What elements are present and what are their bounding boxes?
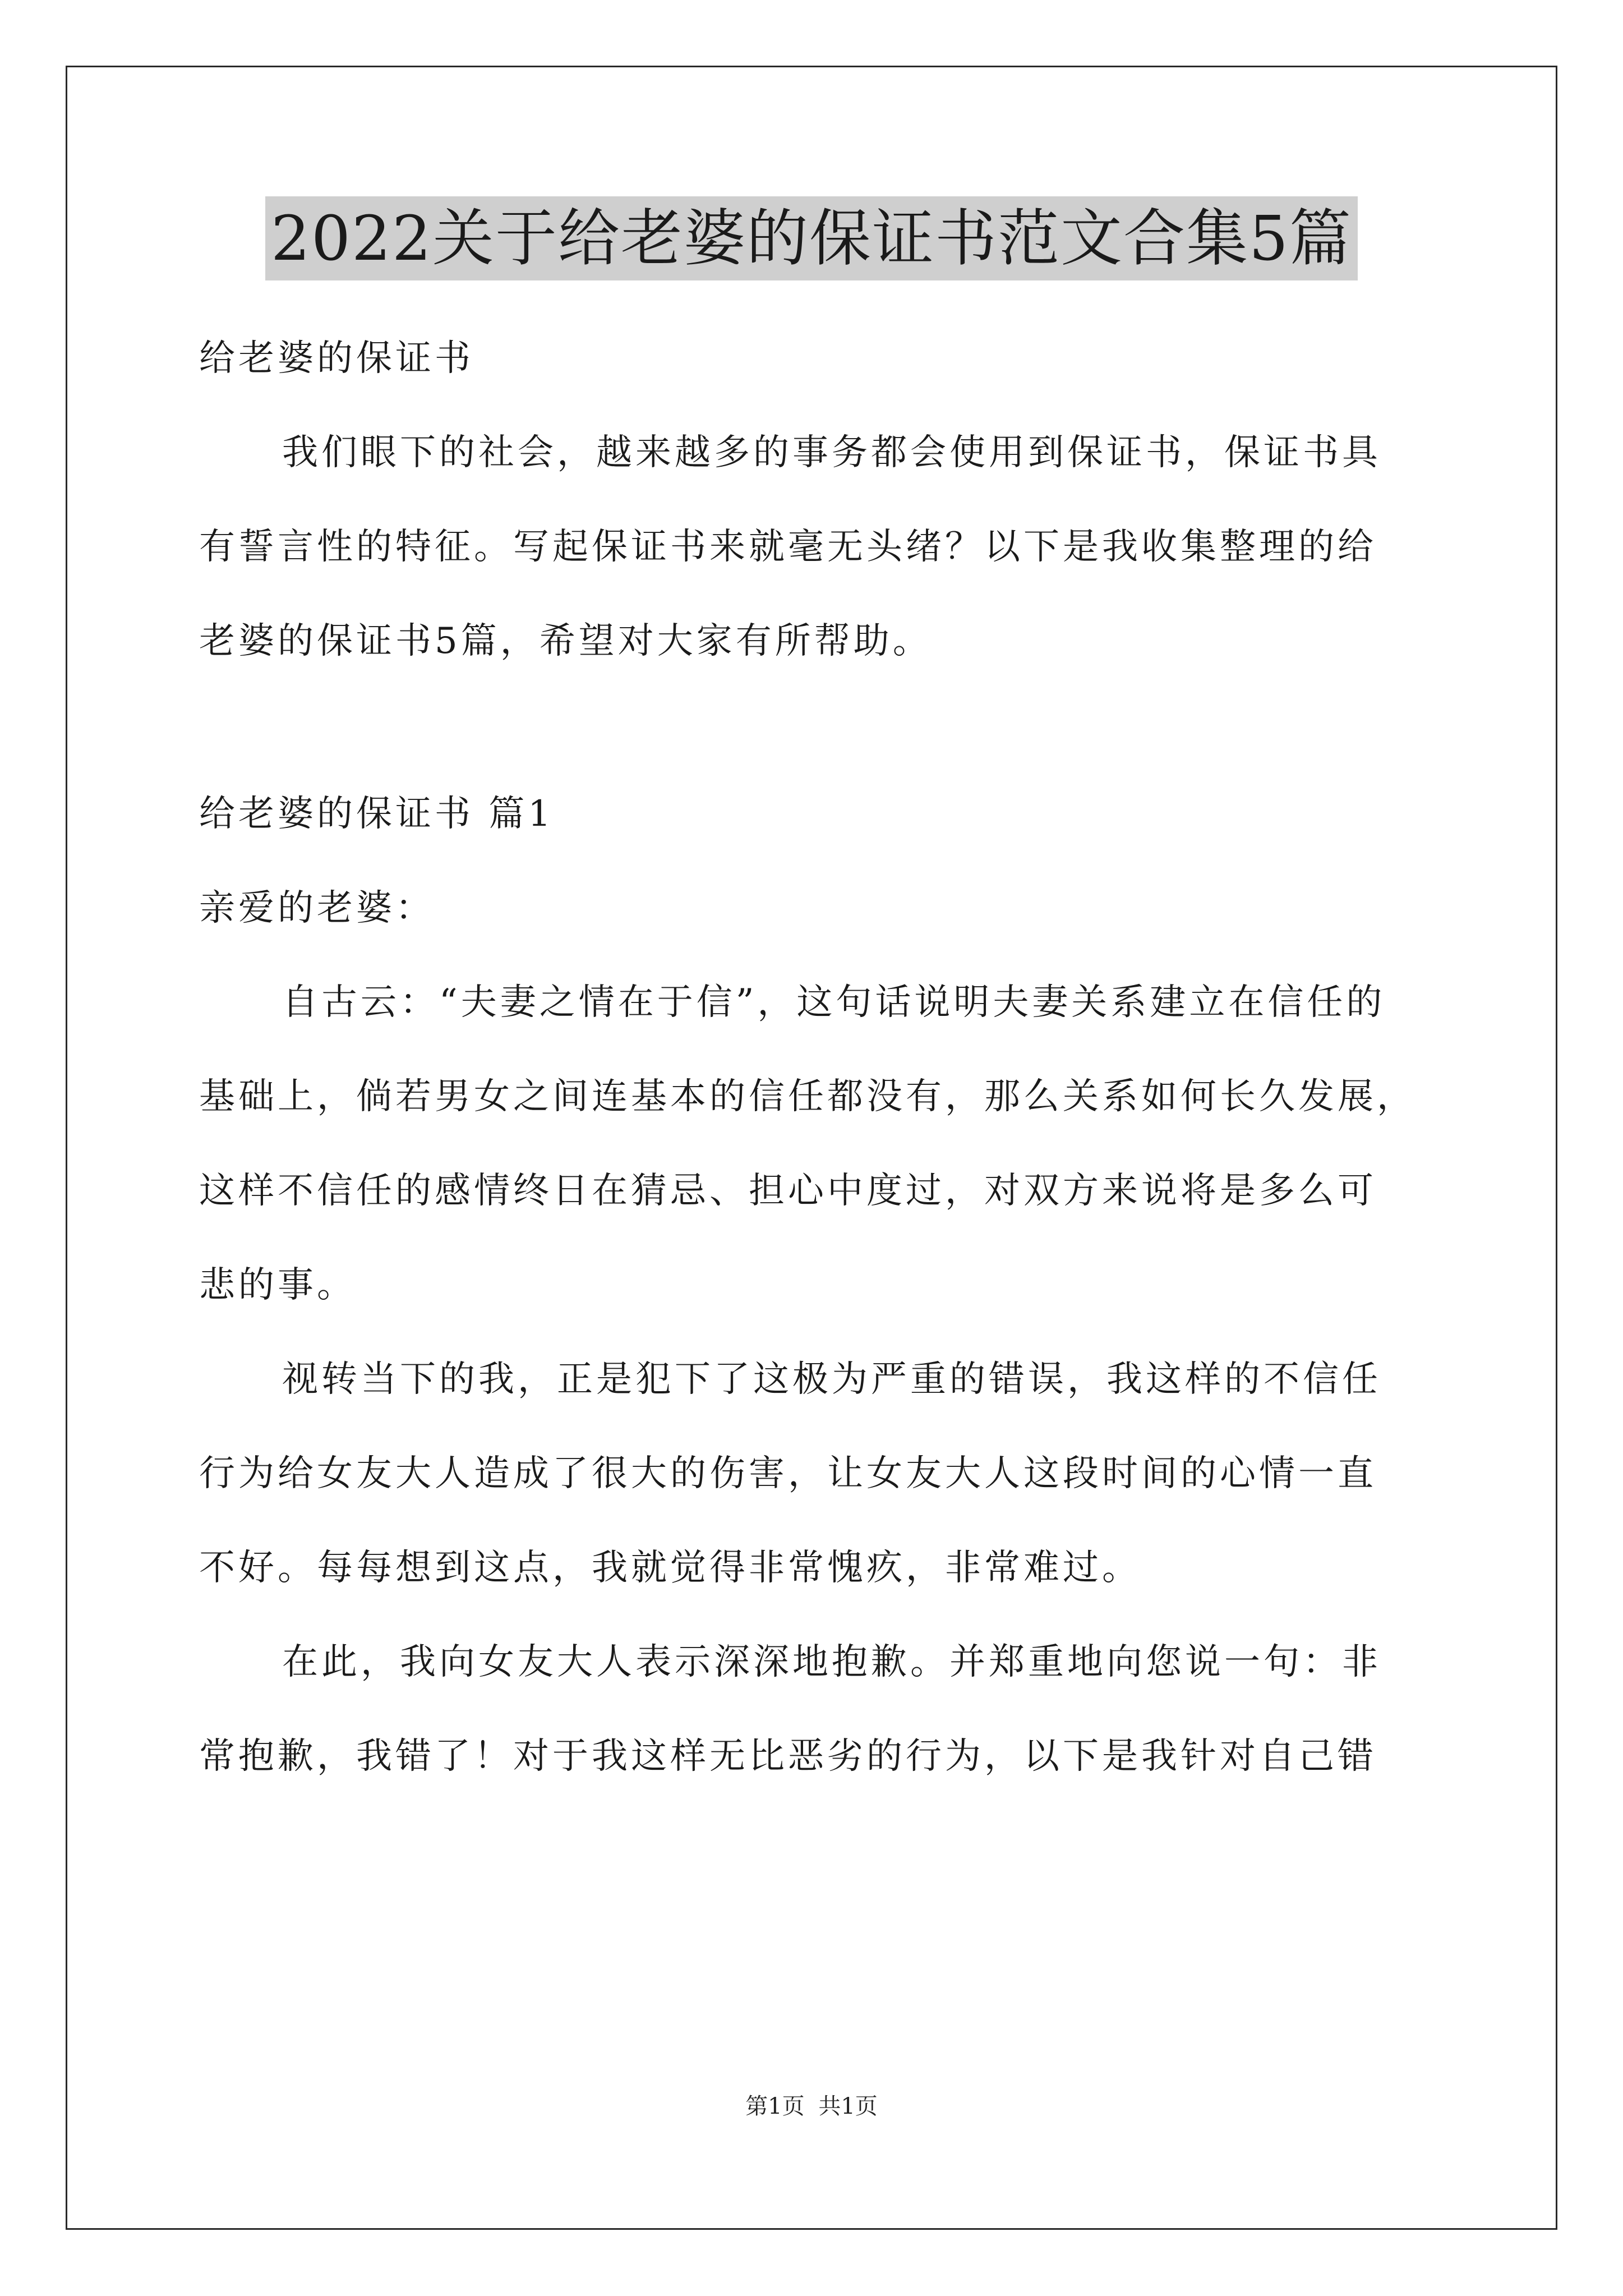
- section-gap: [199, 688, 1450, 767]
- paragraph-line: 视转当下的我，正是犯下了这极为严重的错误，我这样的不信任: [282, 1359, 1381, 1400]
- paragraph-line: 常抱歉，我错了！对于我这样无比恶劣的行为，以下是我针对自己错: [199, 1736, 1377, 1777]
- section-heading: 给老婆的保证书: [199, 338, 474, 379]
- paragraph-line: 老婆的保证书5篇，希望对大家有所帮助。: [199, 620, 932, 662]
- document-body: [199, 311, 1450, 1803]
- salutation: 亲爱的老婆：: [199, 887, 435, 929]
- paragraph-line: 自古云：“夫妻之情在于信”，这句话说明夫妻关系建立在信任的: [282, 982, 1386, 1023]
- paragraph-line: 行为给女友大人造成了很大的伤害，让女友大人这段时间的心情一直: [199, 1453, 1377, 1494]
- page-footer: [0, 2090, 1623, 2123]
- page-number: 第1页: [745, 2093, 805, 2119]
- paragraph-line: 有誓言性的特征。写起保证书来就毫无头绪？以下是我收集整理的给: [199, 526, 1377, 568]
- paragraph-line: 悲的事。: [199, 1264, 356, 1306]
- page-total: 共1页: [818, 2093, 878, 2119]
- document-title: 2022关于给老婆的保证书范文合集5篇: [265, 196, 1358, 280]
- paragraph-line: 我们眼下的社会，越来越多的事务都会使用到保证书，保证书具: [282, 432, 1381, 473]
- paragraph-line: 在此，我向女友大人表示深深地抱歉。并郑重地向您说一句：非: [282, 1641, 1381, 1683]
- paragraph-line: 这样不信任的感情终日在猜忌、担心中度过，对双方来说将是多么可: [199, 1170, 1377, 1212]
- section-heading: 给老婆的保证书 篇1: [199, 793, 555, 835]
- paragraph-line: 不好。每每想到这点，我就觉得非常愧疚，非常难过。: [199, 1547, 1141, 1589]
- paragraph-line: 基础上，倘若男女之间连基本的信任都没有，那么关系如何长久发展，: [199, 1076, 1416, 1117]
- title-container: [0, 196, 1623, 280]
